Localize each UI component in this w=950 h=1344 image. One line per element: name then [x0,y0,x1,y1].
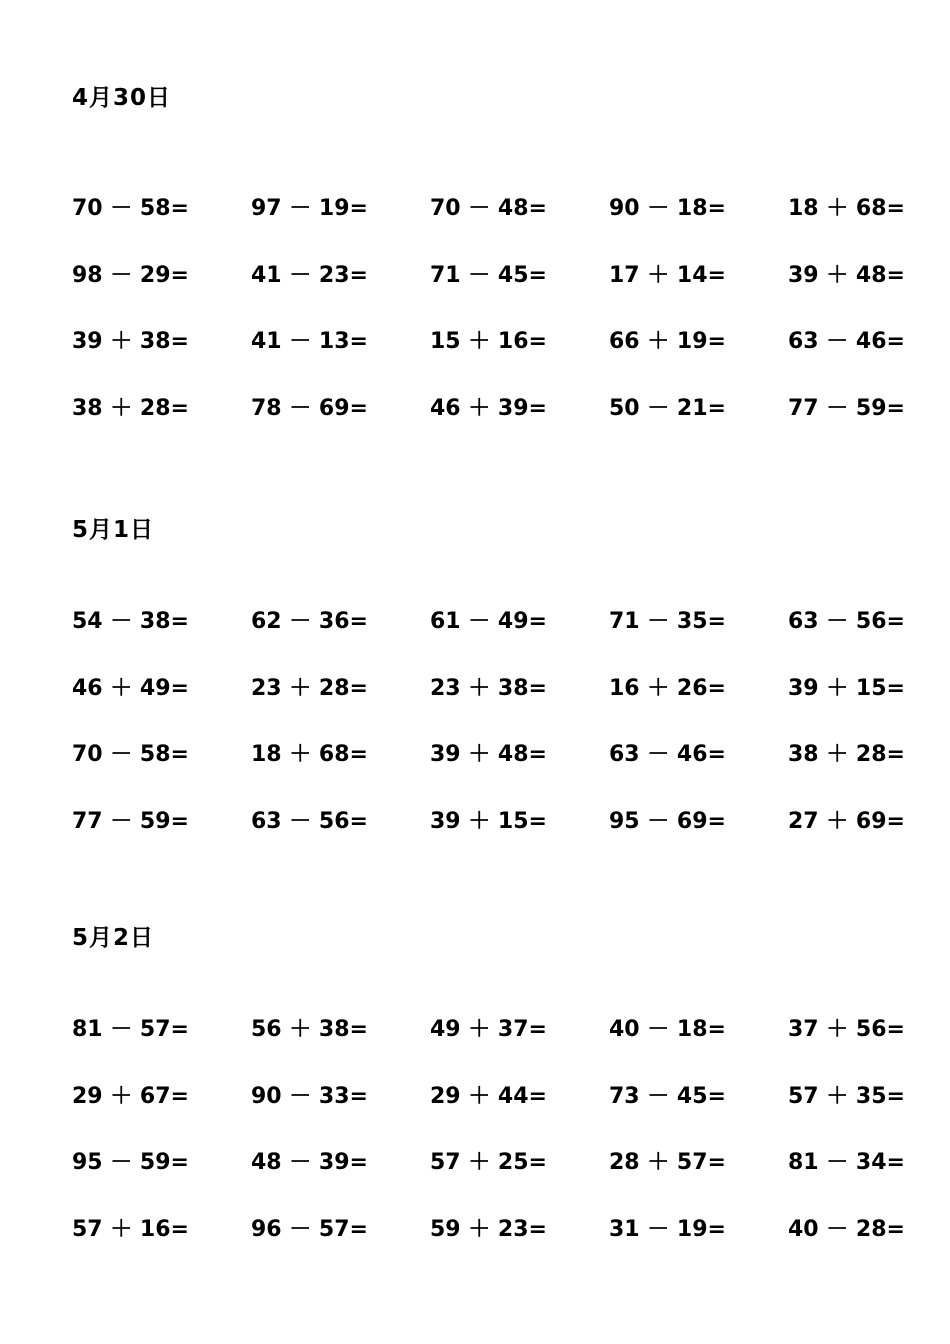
math-problem: 90 － 33= [251,1083,368,1109]
math-problem: 23 ＋ 28= [251,675,368,701]
math-problem: 28 ＋ 57= [609,1150,726,1176]
math-problem: 39 ＋ 48= [430,742,547,768]
math-problem: 17 ＋ 14= [609,262,726,288]
math-problem: 71 － 45= [430,262,547,288]
math-problem: 18 ＋ 68= [251,742,368,768]
math-problem: 63 － 56= [251,809,368,835]
math-problem: 16 ＋ 26= [609,675,726,701]
math-problem: 96 － 57= [251,1217,368,1243]
math-problem: 63 － 46= [788,329,905,355]
math-problem: 15 ＋ 16= [430,329,547,355]
math-problem: 63 － 56= [788,609,905,634]
math-problem: 38 ＋ 28= [72,396,189,422]
math-problem: 40 － 18= [609,1017,726,1042]
problem-grid [72,1015,912,1282]
section-date: 5月1日 [72,517,155,543]
math-problem: 61 － 49= [430,609,547,634]
math-problem: 57 ＋ 16= [72,1217,189,1243]
math-problem: 78 － 69= [251,396,368,422]
math-problem: 54 － 38= [72,609,189,634]
math-problem: 95 － 59= [72,1150,189,1176]
math-problem: 71 － 35= [609,609,726,634]
worksheet-section [72,80,912,461]
math-problem: 90 － 18= [609,196,726,221]
problem-grid [72,607,912,874]
math-problem: 77 － 59= [788,396,905,422]
math-problem: 39 ＋ 15= [788,675,905,701]
math-problem: 46 ＋ 49= [72,675,189,701]
math-problem: 66 ＋ 19= [609,329,726,355]
math-problem: 39 ＋ 48= [788,262,905,288]
math-problem: 70 － 58= [72,196,189,221]
math-problem: 81 － 34= [788,1150,905,1176]
math-problem: 18 ＋ 68= [788,196,905,221]
math-problem: 50 － 21= [609,396,726,422]
math-problem: 41 － 13= [251,329,368,355]
math-problem: 73 － 45= [609,1083,726,1109]
math-problem: 46 ＋ 39= [430,396,547,422]
math-problem: 62 － 36= [251,609,368,634]
math-problem: 59 ＋ 23= [430,1217,547,1243]
math-problem: 57 ＋ 35= [788,1083,905,1109]
math-problem: 57 ＋ 25= [430,1150,547,1176]
math-problem: 77 － 59= [72,809,189,835]
math-problem: 29 ＋ 67= [72,1083,189,1109]
math-problem: 70 － 48= [430,196,547,221]
math-problem: 39 ＋ 15= [430,809,547,835]
math-problem: 63 － 46= [609,742,726,768]
math-problem: 41 － 23= [251,262,368,288]
math-problem: 38 ＋ 28= [788,742,905,768]
math-problem: 48 － 39= [251,1150,368,1176]
math-problem: 95 － 69= [609,809,726,835]
section-date: 4月30日 [72,85,172,111]
math-problem: 37 ＋ 56= [788,1017,905,1042]
math-problem: 70 － 58= [72,742,189,768]
problem-grid [72,194,912,461]
math-problem: 98 － 29= [72,262,189,288]
worksheet-section [72,920,912,1282]
math-problem: 97 － 19= [251,196,368,221]
worksheet-section [72,512,912,874]
math-problem: 81 － 57= [72,1017,189,1042]
section-date: 5月2日 [72,925,155,951]
math-problem: 29 ＋ 44= [430,1083,547,1109]
math-problem: 49 ＋ 37= [430,1017,547,1042]
math-problem: 27 ＋ 69= [788,809,905,835]
math-problem: 31 － 19= [609,1217,726,1243]
math-problem: 39 ＋ 38= [72,329,189,355]
math-problem: 23 ＋ 38= [430,675,547,701]
math-problem: 56 ＋ 38= [251,1017,368,1042]
math-problem: 40 － 28= [788,1217,905,1243]
